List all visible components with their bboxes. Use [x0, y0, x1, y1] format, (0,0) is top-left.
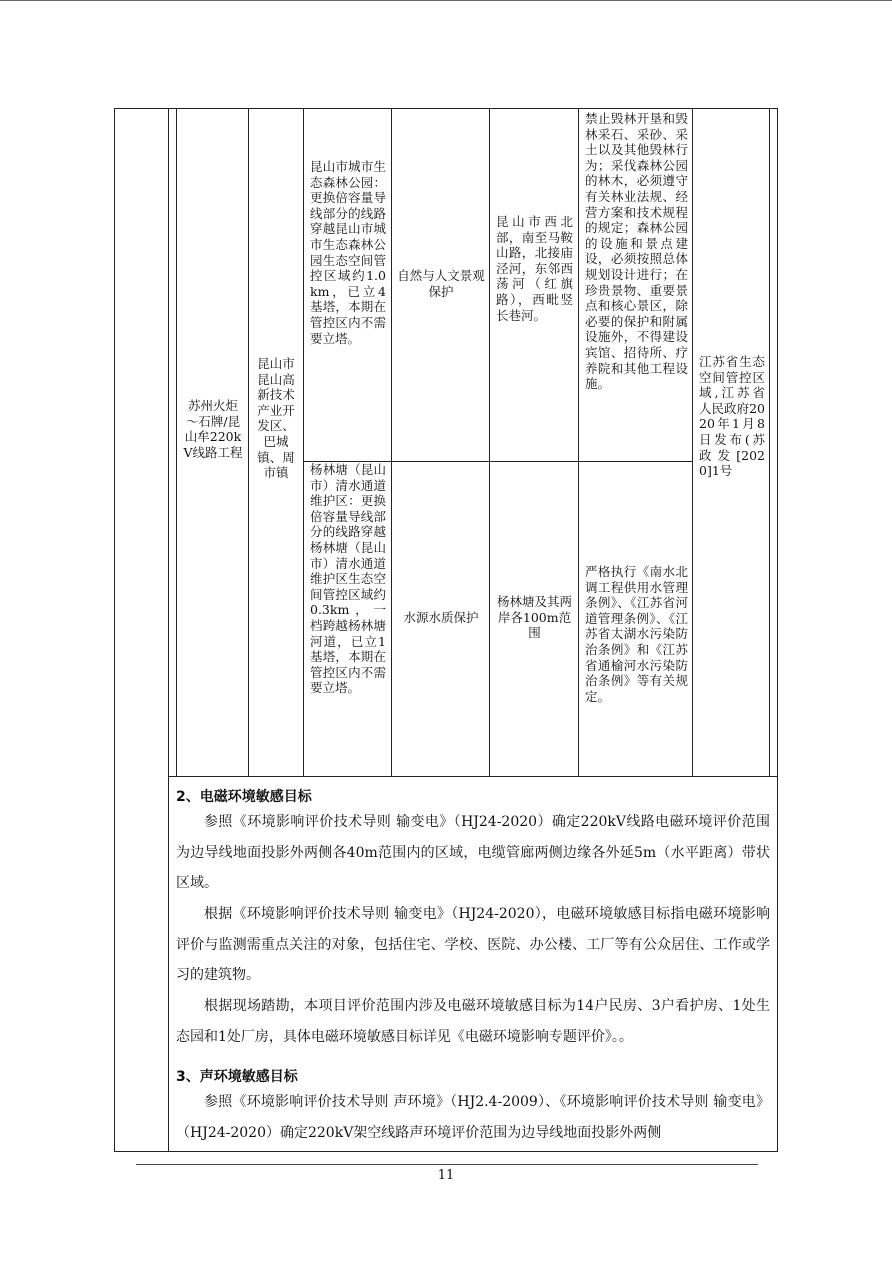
section-3-heading: 3、声环境敏感目标	[176, 1069, 298, 1085]
column-divider	[692, 108, 693, 776]
footer-rule	[136, 1164, 758, 1165]
row1-scope: 昆山市西北部，南至马鞍山路，北接庙泾河，东邻西荡河（红旗路），西毗竖长巷河。	[496, 214, 573, 323]
column-divider	[248, 108, 249, 776]
column-divider	[391, 108, 392, 776]
row2-requirements: 严格执行《南水北调工程供用水管理条例》、《江苏省河道管理条例》、《江苏省太湖水污染防治条例》和《江苏省通榆河水污染防治条例》等有关规定。	[585, 564, 688, 704]
column-divider	[489, 108, 490, 776]
row1-requirements: 禁止毁林开垦和毁林采石、采砂、采土以及其他毁林行为；采伐森林公园的林木，必须遵守有关林业法规、经营方案和技术规程的规定；森林公园的设施和景点建设，必须按照总体规划设计进行；在珍贵景物、重要景点和核心景区，除必要的保护和附属设施外，不得建设宾馆、招待所、疗养院和其他工程设施。	[585, 111, 688, 392]
row2-description: 杨林塘（昆山市）清水通道维护区：更换倍容量导线部分的线路穿越杨林塘（昆山市）清水通道维护区生态空间管控区域约0.3km，一档跨越杨林塘河道，已立1基塔，本期在管控区内不需要立塔。	[310, 462, 386, 696]
column-divider	[176, 108, 177, 776]
basis-cell: 江苏省生态空间管控区域,江苏省人民政府2020年1月8日发布(苏政发[2020]1号	[699, 354, 765, 479]
top-border-line	[0, 0, 892, 1]
column-divider	[168, 108, 169, 1152]
section-2-paragraph-2: 根据《环境影响评价技术导则 输变电》（HJ24-2020），电磁环境敏感目标指电磁环境影响评价与监测需重点关注的对象，包括住宅、学校、医院、办公楼、工厂等有公众居住、工作或学习的建筑物。	[176, 906, 770, 983]
row1-description: 昆山市城市生态森林公园：更换倍容量导线部分的线路穿越昆山市城市生态森林公园生态空间管控区域约1.0km，已立4基塔，本期在管控区内不需要立塔。	[310, 159, 386, 346]
column-divider	[769, 108, 770, 776]
column-divider	[303, 108, 304, 776]
location-cell: 昆山市昆山高新技术产业开发区、巴城镇、周市镇	[257, 356, 295, 481]
section-2-paragraph-3: 根据现场踏勘，本项目评价范围内涉及电磁环境敏感目标为14户民房、3户看护房、1处生态园和1处厂房，具体电磁环境敏感目标详见《电磁环境影响专题评价》。。	[176, 998, 770, 1045]
row-divider	[168, 776, 778, 777]
column-divider	[578, 108, 579, 776]
section-3-paragraph-1: 参照《环境影响评价技术导则 声环境》（HJ2.4-2009）、《环境影响评价技术导则 输变电》（HJ24-2020）确定220kV架空线路声环境评价范围为边导线地面投影外两侧	[176, 1094, 770, 1141]
page-number: 11	[437, 1168, 455, 1183]
row1-function: 自然与人文景观保护	[397, 268, 485, 299]
section-2-paragraph-1: 参照《环境影响评价技术导则 输变电》（HJ24-2020）确定220kV线路电磁环境评价范围为边导线地面投影外两侧各40m范围内的区域，电缆管廊两侧边缘各外延5m（水平距离）带状区域。	[176, 814, 770, 891]
row2-scope: 杨林塘及其两岸各100m范围	[496, 594, 572, 641]
section-2-heading: 2、电磁环境敏感目标	[176, 789, 312, 805]
project-name-cell: 苏州火炬～石牌/昆山牟220kV线路工程	[183, 398, 243, 460]
row2-function: 水源水质保护	[403, 610, 479, 625]
